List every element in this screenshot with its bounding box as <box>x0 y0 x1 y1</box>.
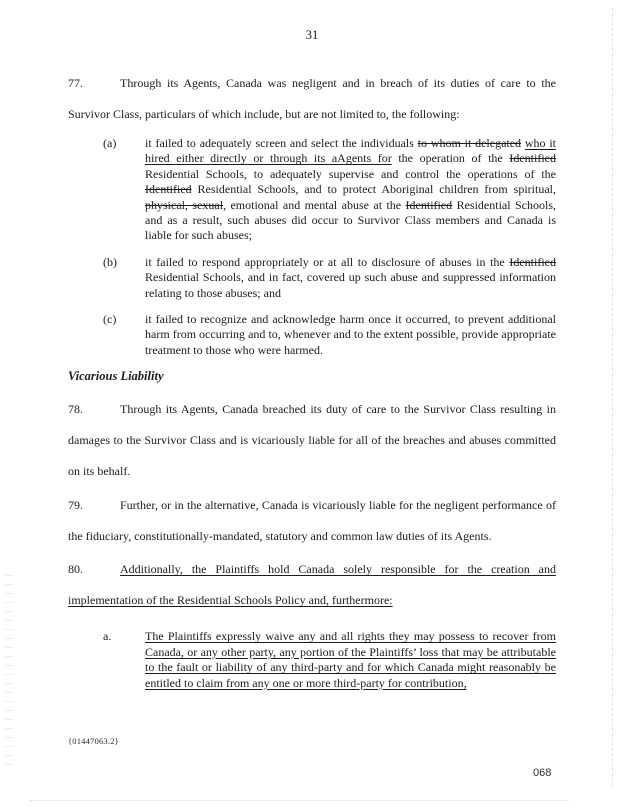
text-segment: Residential Schools, to adequately supervise and control the operations of the <box>145 166 556 181</box>
text-segment: Through its Agents, Canada breached its duty of care to the Survivor Class resulting in damages to the Survivor Class and is vicariously liable for all of the breaches and abuses committed on its behalf. <box>68 402 556 479</box>
scan-artifact-right-edge <box>612 8 613 786</box>
paragraph-80-text <box>68 562 556 607</box>
paragraph-80 <box>68 554 556 616</box>
page-content <box>68 0 556 691</box>
paragraph-78-number: 78. <box>68 402 83 417</box>
text-segment: it failed to respond appropriately or at all to disclosure of abuses in the <box>145 254 510 269</box>
list-item-c-text <box>145 312 556 358</box>
paragraph-78-text <box>68 402 556 478</box>
list-item-c-label: (c) <box>103 312 117 327</box>
text-segment: Identified <box>405 197 453 212</box>
text-segment: Identified <box>509 151 556 166</box>
text-segment: Identified <box>145 182 192 197</box>
paragraph-79-text <box>68 498 556 543</box>
text-segment: who it hired either directly or through its aAgents for <box>145 136 556 166</box>
list-item-80a-label: a. <box>103 629 112 644</box>
text-segment: to whom it delegated <box>417 136 522 150</box>
list-item-a-label: (a) <box>103 136 117 150</box>
text-segment: physical, sexual <box>145 197 224 212</box>
list-item-b <box>68 255 556 301</box>
text-segment: Additionally, the Plaintiffs hold Canada solely responsible for the creation and implementation of the Residential Schools Policy and, furthermore: <box>68 562 556 608</box>
list-item-80a-text <box>145 629 556 691</box>
text-segment: Residential Schools, and to protect Aboriginal children from spiritual, <box>191 182 556 197</box>
text-segment: it failed to recognize and acknowledge harm once it occurred, to prevent additional harm from occurring and to, whenever and to the extent possible, provide appropriate treatment to those who were harmed. <box>145 312 556 357</box>
list-item-80a <box>68 629 556 691</box>
text-segment: it failed to adequately screen and select the individuals <box>145 136 418 150</box>
scan-artifact-bottom-edge <box>30 800 570 801</box>
text-segment: the operation of the <box>391 151 510 166</box>
page-number: 31 <box>305 28 319 42</box>
paragraph-79-number: 79. <box>68 498 83 513</box>
paragraph-77-text <box>68 76 556 121</box>
text-segment: Identified <box>509 254 556 269</box>
section-heading-vicarious-liability: Vicarious Liability <box>68 369 164 384</box>
paragraph-77-number: 77. <box>68 76 83 90</box>
text-segment: The Plaintiffs expressly waive any and all rights they may possess to recover from Canada, or any other party, any portion of the Plaintiffs’ loss that may be attributable to the fault or liability of any third-party and for which Canada might reasonably be entitled to claim from any one or more third-party for contribution, <box>145 629 556 690</box>
text-segment: Residential Schools, and as a result, such abuses did occur to Survivor Class members and Canada is liable for such abuses; <box>145 197 556 243</box>
text-segment: Residential Schools, and in fact, covered up such abuse and suppressed information relating to those abuses; and <box>145 270 556 300</box>
scan-artifact-left-edge <box>5 575 13 765</box>
list-item-b-text <box>145 255 556 301</box>
text-segment: , emotional and mental abuse at the <box>223 197 406 212</box>
paragraph-77 <box>68 68 556 130</box>
text-segment: Further, or in the alternative, Canada is vicariously liable for the negligent performance of the fiduciary, constitutionally-mandated, statutory and common law duties of its Agents. <box>68 498 556 544</box>
list-item-a <box>68 136 556 244</box>
paragraph-78 <box>68 394 556 487</box>
paragraph-79 <box>68 490 556 552</box>
bates-number: 068 <box>533 767 552 779</box>
list-item-a-text <box>145 136 556 244</box>
list-item-b-label: (b) <box>103 254 117 269</box>
list-item-c <box>68 312 556 358</box>
document-id-footer: {01447063.2} <box>68 736 119 746</box>
paragraph-80-number: 80. <box>68 562 83 577</box>
text-segment: Through its Agents, Canada was negligent and in breach of its duties of care to the Survivor Class, particulars of which include, but are not limited to, the following: <box>68 76 556 121</box>
